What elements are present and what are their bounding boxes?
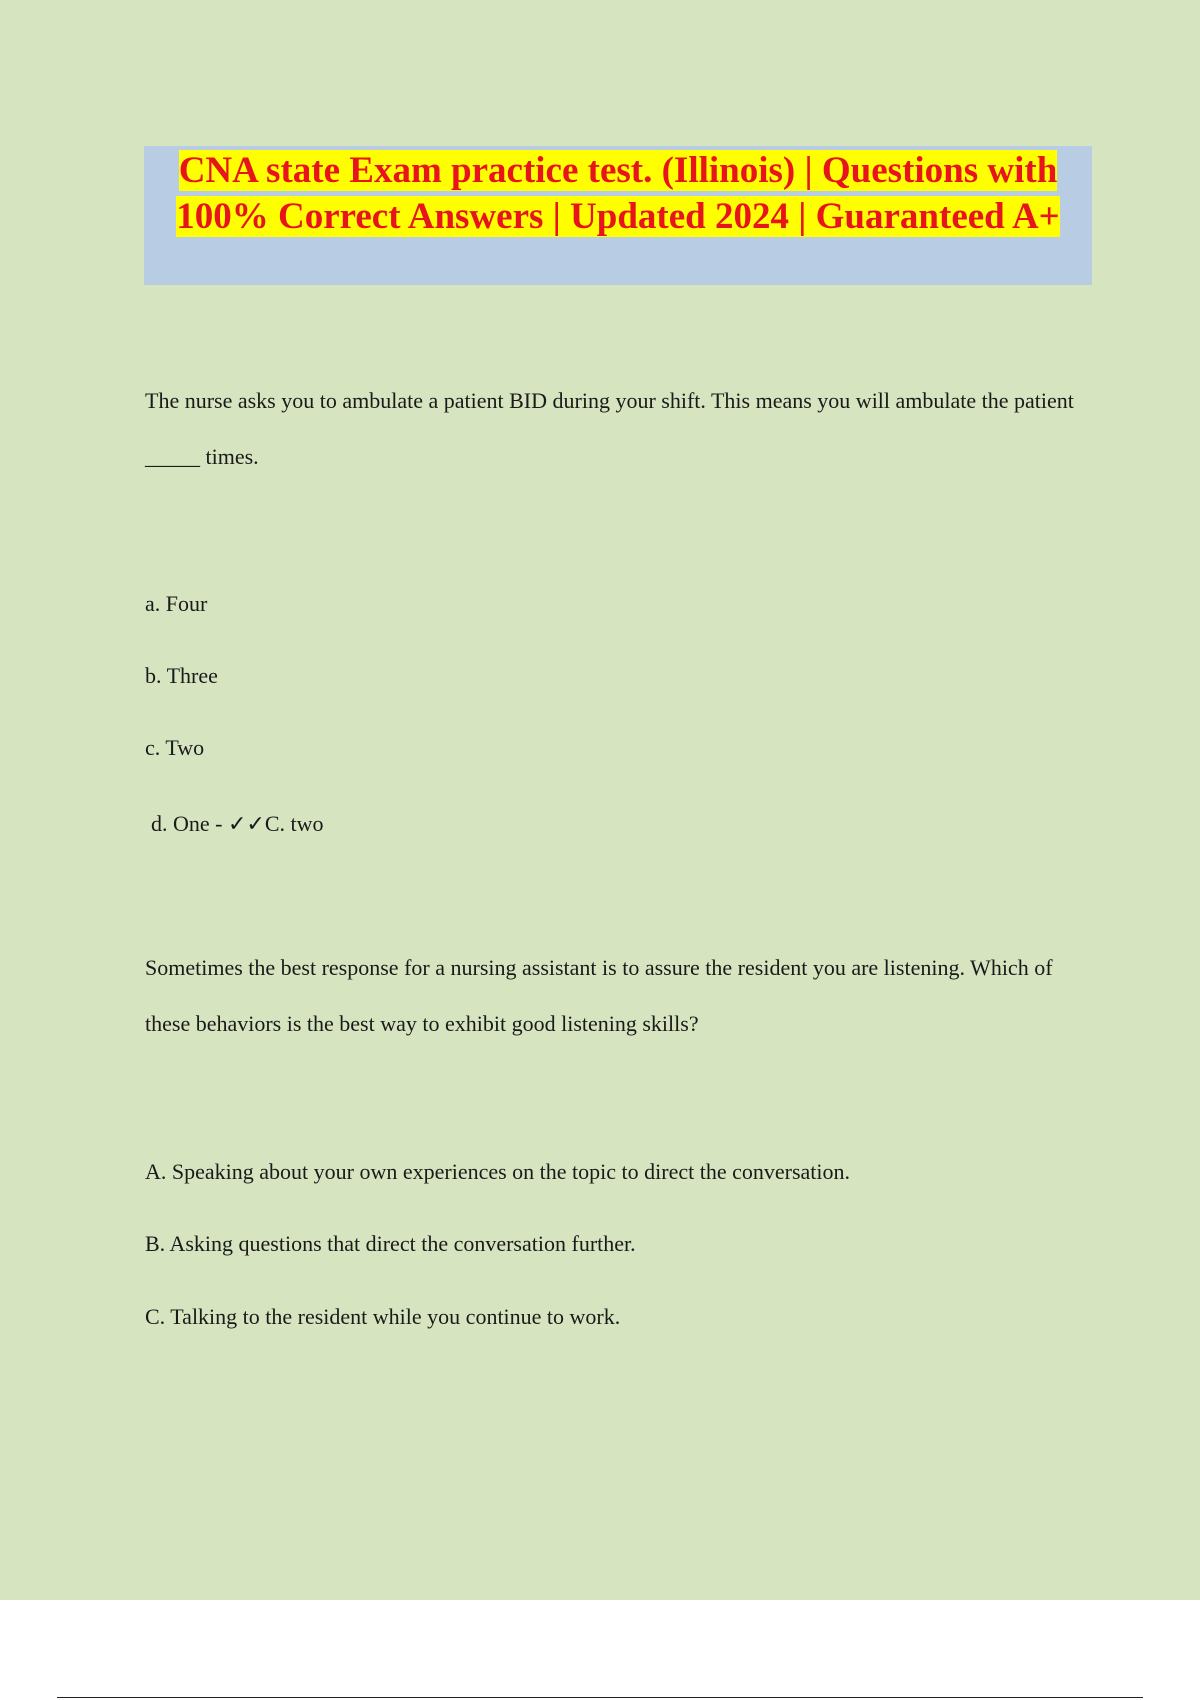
document-title [144,146,1092,240]
document-title-text: CNA state Exam practice test. (Illinois) | Questions with 100% Correct Answers | Updated 2024 | Guaranteed A+ [176,150,1060,237]
question-1-option-b: b. Three [145,663,218,688]
question-1-option-c: c. Two [145,735,205,760]
footer-divider [57,1697,1143,1698]
question-2-option-b: B. Asking questions that direct the conversation further. [145,1231,636,1256]
title-banner [144,146,1092,285]
question-2-option-a: A. Speaking about your own experiences on the topic to direct the conversation. [145,1159,851,1184]
question-2-option-c: C. Talking to the resident while you continue to work. [145,1304,621,1329]
question-1-option-d-with-answer: d. One - ✓✓C. two [151,811,324,836]
question-2-text: Sometimes the best response for a nursing assistant is to assure the resident you are listening. Which of these behaviors is the best way to exhibit good listening skills? [145,955,1053,1036]
question-1-text: The nurse asks you to ambulate a patient BID during your shift. This means you will ambulate the patient _____ times. [145,388,1074,469]
question-1-option-a: a. Four [145,591,208,616]
